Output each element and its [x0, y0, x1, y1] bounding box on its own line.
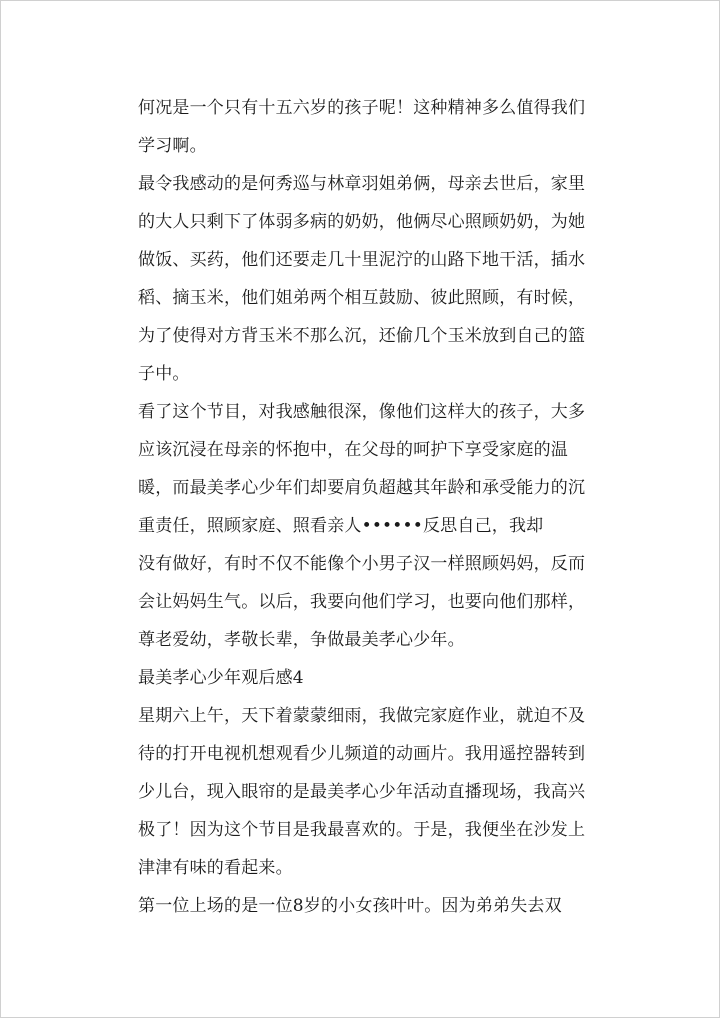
text-line: 重责任，照顾家庭、照看亲人••••••反思自己，我却 [138, 516, 544, 536]
text-line: 看了这个节目，对我感触很深，像他们这样大的孩子，大多 [138, 402, 586, 422]
text-line: 子中。 [138, 364, 190, 384]
text-line: 少儿台，现入眼帘的是最美孝心少年活动直播现场，我高兴 [138, 782, 586, 802]
text-line: 暖，而最美孝心少年们却要肩负超越其年龄和承受能力的沉 [138, 478, 586, 498]
text-line: 极了！因为这个节目是我最喜欢的。于是，我便坐在沙发上 [138, 820, 586, 840]
text-line: 的大人只剩下了体弱多病的奶奶，他俩尽心照顾奶奶，为她 [138, 212, 586, 232]
text-line: 稻、摘玉米，他们姐弟两个相互鼓励、彼此照顾，有时候， [138, 288, 586, 308]
text-line: 何况是一个只有十五六岁的孩子呢！这种精神多么值得我们 [138, 98, 586, 118]
section-heading: 最美孝心少年观后感4 [138, 668, 304, 688]
text-line: 会让妈妈生气。以后，我要向他们学习，也要向他们那样， [138, 592, 586, 612]
document-body [138, 89, 586, 925]
text-line: 应该沉浸在母亲的怀抱中，在父母的呵护下享受家庭的温 [138, 440, 568, 460]
text-line: 待的打开电视机想观看少儿频道的动画片。我用遥控器转到 [138, 744, 586, 764]
text-line: 第一位上场的是一位8岁的小女孩叶叶。因为弟弟失去双 [138, 896, 562, 916]
text-line: 尊老爱幼，孝敬长辈，争做最美孝心少年。 [138, 630, 465, 650]
text-line: 做饭、买药，他们还要走几十里泥泞的山路下地干活，插水 [138, 250, 586, 270]
text-line: 津津有味的看起来。 [138, 858, 293, 878]
text-line: 最令我感动的是何秀巡与林章羽姐弟俩，母亲去世后，家里 [138, 174, 586, 194]
text-line: 学习啊。 [138, 136, 207, 156]
text-line: 星期六上午，天下着蒙蒙细雨，我做完家庭作业，就迫不及 [138, 706, 586, 726]
text-line: 为了使得对方背玉米不那么沉，还偷几个玉米放到自己的篮 [138, 326, 586, 346]
text-line: 没有做好，有时不仅不能像个小男子汉一样照顾妈妈，反而 [138, 554, 586, 574]
